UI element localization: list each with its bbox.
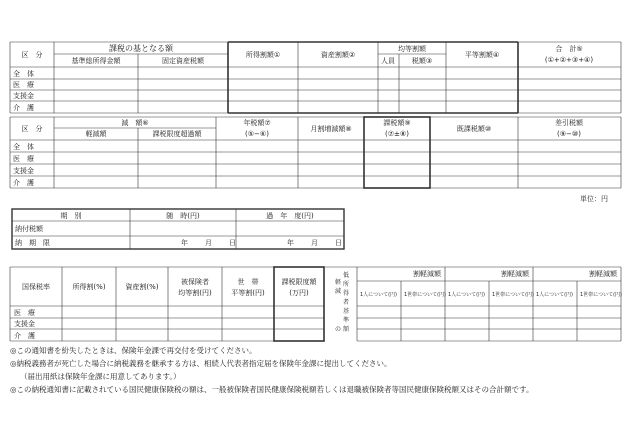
t4-header-kokuhozeiritsu: 国保税率 bbox=[22, 283, 50, 291]
notice-line: ◎この納税通知書に記載されている国民健康保険税の額は、一般被保険者国民健康保険税額若しくは退職被保険者等国民健康保険税額又はその合計額です。 bbox=[10, 385, 534, 394]
t1-row-label: 介 護 bbox=[13, 104, 34, 112]
t1-header-shotoku: 所得割額① bbox=[245, 51, 281, 59]
t1-header-kiso: 課税の基となる額 bbox=[109, 44, 173, 53]
t4-header-gendo: 課税限度額 bbox=[281, 278, 317, 286]
t1-header-kubun: 区 分 bbox=[21, 51, 43, 59]
t4-sub-per-household: 1世帯について(円) bbox=[580, 292, 622, 298]
t4-wari-group: 割軽減額 bbox=[589, 270, 617, 278]
t4-header-setai: 世 帯 bbox=[237, 278, 259, 286]
t1-header-gokei: 合 計⑤ bbox=[555, 45, 583, 53]
t4-header-shotokuwari: 所得割(%) bbox=[72, 283, 106, 291]
t3-date-year: 年 bbox=[287, 239, 294, 247]
t3-date-day: 日 bbox=[229, 239, 236, 247]
t2-row-label: 支援金 bbox=[13, 167, 34, 175]
t1-row-label: 医 療 bbox=[13, 81, 34, 89]
t1-header-kintou-zei: 税額③ bbox=[411, 57, 433, 65]
unit-label: 単位：円 bbox=[580, 195, 608, 203]
t4-header-hihokensha: 被保険者 bbox=[181, 278, 209, 286]
t4-sub-per-person: 1人について(円) bbox=[536, 292, 573, 298]
t4-vertical-label-char: 額 bbox=[343, 326, 350, 333]
t1-header-kotei: 固定資産税額 bbox=[162, 57, 204, 65]
t2-header-kikazei: 既課税額⑩ bbox=[456, 125, 492, 133]
t2-header-nenzei-formula: (⑤−⑥) bbox=[245, 130, 269, 138]
t4-vertical-label-char: 者 bbox=[343, 299, 350, 306]
t3-header-kibetsu: 期 別 bbox=[60, 212, 82, 220]
t4-row-label: 支援金 bbox=[14, 320, 35, 328]
t2-header-chouka: 課税限度超過額 bbox=[152, 130, 202, 138]
t4-wari-group: 割軽減額 bbox=[501, 270, 529, 278]
t4-wari-group: 割軽減額 bbox=[413, 270, 441, 278]
t3-header-zuiji: 随 時(円) bbox=[166, 212, 200, 220]
t2-row-label: 医 療 bbox=[13, 155, 34, 163]
notice-line: ◎納税義務者が死亡した場合に納税義務を継承する方は、相続人代表者指定届を保険年金課に提出してください。 bbox=[10, 359, 392, 368]
t3-row-noki: 納 期 限 bbox=[15, 239, 50, 247]
t4-vertical-label-char: 基 bbox=[343, 308, 350, 315]
t4-row-label: 医 療 bbox=[14, 309, 35, 317]
t3-date-year: 年 bbox=[181, 239, 188, 247]
t2-header-nenzei: 年税額⑦ bbox=[243, 119, 271, 127]
notice-line: （届出用紙は保険年金課に用意してあります。） bbox=[20, 372, 181, 381]
t1-row-label: 全 体 bbox=[13, 70, 34, 78]
t2-header-kazei: 課税額⑨ bbox=[383, 119, 411, 127]
t4-vertical-label-char: 所 bbox=[343, 281, 350, 288]
t2-row-label: 介 護 bbox=[13, 179, 34, 187]
t3-date-day: 日 bbox=[335, 239, 342, 247]
t2-header-tsukiwari: 月割増減額⑧ bbox=[310, 125, 352, 133]
t2-header-kazei-formula: (⑦±⑧) bbox=[385, 130, 409, 138]
t1-header-byodo: 平等割額④ bbox=[464, 51, 500, 59]
t1-header-kijun: 基準総所得金額 bbox=[71, 57, 121, 65]
t4-header-hihokensha-sub: 均等割(円) bbox=[178, 289, 212, 297]
t4-header-setai-sub: 平等割(円) bbox=[231, 289, 265, 297]
t4-vertical-label-char: の bbox=[335, 326, 342, 333]
t2-header-sashihiki-formula: (⑨−⑩) bbox=[557, 130, 581, 138]
t1-row-label: 支援金 bbox=[13, 92, 34, 100]
t4-sub-per-person: 1人について(円) bbox=[448, 292, 485, 298]
t4-sub-per-person: 1人について(円) bbox=[360, 292, 397, 298]
t4-sub-per-household: 1世帯について(円) bbox=[492, 292, 534, 298]
t4-header-shisanwari: 資産割(%) bbox=[125, 283, 159, 291]
t2-header-kei: 軽減額 bbox=[85, 130, 107, 138]
t1-header-shisan: 資産割額② bbox=[320, 51, 356, 59]
t3-date-month: 月 bbox=[311, 239, 318, 247]
t4-row-label: 介 護 bbox=[14, 332, 35, 340]
t4-vertical-label-char: 得 bbox=[343, 290, 350, 297]
t3-header-kanen: 過 年 度(円) bbox=[266, 212, 314, 220]
t2-header-sashihiki: 差引税額 bbox=[555, 119, 583, 127]
notice-line: ◎この通知書を紛失したときは、保険年金課で再交付を受けてください。 bbox=[10, 346, 257, 355]
t4-header-gendo-sub: (万円) bbox=[289, 289, 309, 297]
t1-header-kintou: 均等割額 bbox=[398, 45, 426, 53]
t4-vertical-label-char: 減 bbox=[335, 288, 342, 295]
t3-date-month: 月 bbox=[205, 239, 212, 247]
t3-row-nofu: 納付税額 bbox=[15, 225, 43, 233]
t2-header-kubun: 区 分 bbox=[21, 125, 43, 133]
t4-vertical-label-char: 準 bbox=[343, 317, 350, 324]
t2-header-gengaku: 減 額⑥ bbox=[121, 119, 149, 127]
t2-row-label: 全 体 bbox=[13, 143, 34, 151]
t1-header-gokei-formula: (①+②+③+④) bbox=[544, 56, 594, 64]
t4-vertical-label-char: 軽 bbox=[335, 279, 342, 286]
t1-header-jinin: 人員 bbox=[381, 57, 395, 65]
t4-sub-per-household: 1世帯について(円) bbox=[404, 292, 446, 298]
t4-vertical-label-char: 低 bbox=[343, 272, 350, 279]
